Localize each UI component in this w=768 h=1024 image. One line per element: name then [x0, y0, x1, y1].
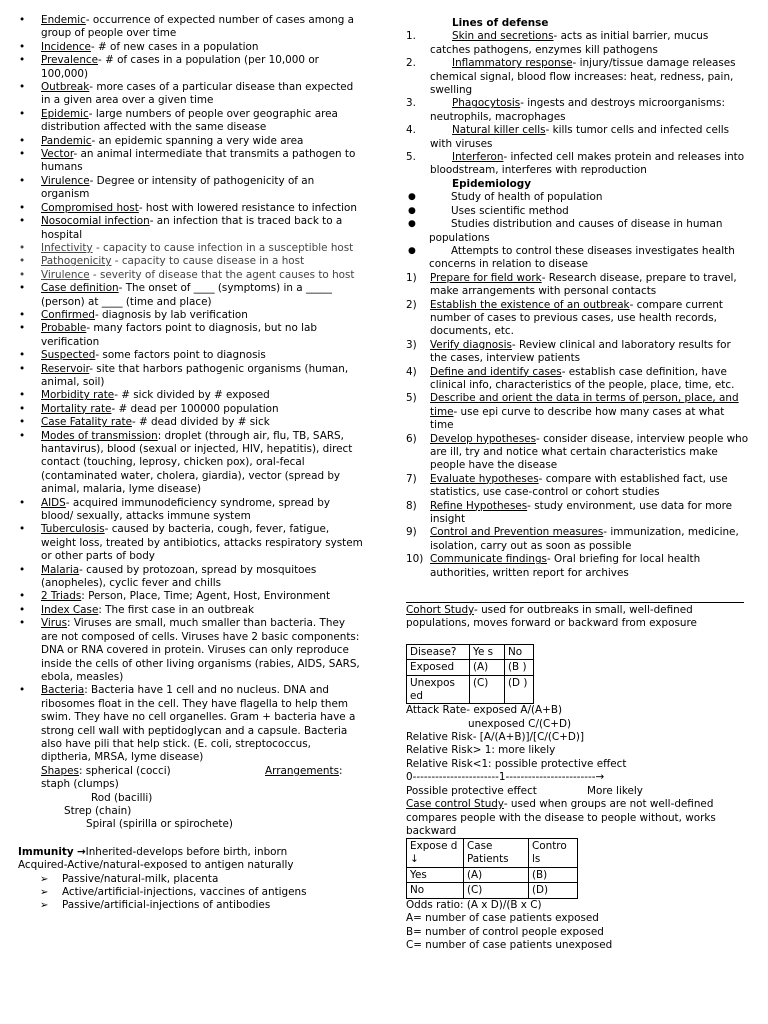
list-item: ● Uses scientific method	[406, 205, 750, 218]
spiral-line: Spiral (spirilla or spirochete)	[86, 818, 233, 831]
cohort-study-text: Cohort Study- used for outbreaks in small, well-defined populations, moves forward or backward from exposure	[406, 604, 697, 630]
list-item: 1) Prepare for field work- Research disease, prepare to travel, make arrangements with personal contacts	[406, 271, 737, 298]
relative-risk-definition: Relative Risk- [A/(A+B)]/[C/(C+D)]	[406, 731, 584, 744]
list-item: • Virus: Viruses are small, much smaller than bacteria. They are not composed of cells. Viruses have 2 basic components: DNA or RNA covered in protein. Viruses can only reproduce inside the cells of other living organisms (rabies, AIDS, SARS, ebola, measles)	[18, 617, 363, 684]
shapes-line: Shapes: spherical (cocci) Arrangements:	[41, 764, 343, 777]
list-item: • Reservoir- site that harbors pathogenic organisms (human, animal, soil)	[18, 363, 363, 390]
case-control-table	[406, 838, 578, 898]
list-item: ➢ Active/artificial-injections, vaccines of antigens	[18, 886, 363, 899]
table-row	[407, 883, 578, 899]
cohort-table	[406, 644, 534, 704]
unexposed-rate: unexposed C/(C+D)	[468, 717, 572, 730]
table-cell: Exposed	[407, 660, 470, 676]
list-item: • Infectivity - capacity to cause infection in a susceptible host	[18, 242, 363, 255]
list-item: • Compromised host- host with lowered resistance to infection	[18, 202, 363, 215]
list-item: 4) Define and identify cases- establish case definition, have clinical info, characteristics of the people, place, time, etc.	[406, 365, 735, 391]
acquired-line: Acquired-Active/natural-exposed to antigen naturally	[18, 859, 294, 872]
list-item: • Virulence - severity of disease that the agent causes to host	[18, 269, 363, 282]
list-item: • Outbreak- more cases of a particular disease than expected in a given area over a given time	[18, 81, 363, 108]
list-item: ● Study of health of population	[406, 191, 750, 204]
table-cell: Expose d ↓	[407, 839, 464, 867]
strep-line: Strep (chain)	[64, 804, 132, 817]
staph-line: staph (clumps)	[41, 778, 119, 791]
list-item: • Case Fatality rate- # dead divided by # sick	[18, 416, 363, 429]
list-item: • Modes of transmission: droplet (through air, flu, TB, SARS, hantavirus), blood (sexual or injected, HIV, hepatitis), direct contact (touching, leprosy, chicken pox), oral-fecal (contaminated water, cholera, giardia), vector (spread by animal, malaria, lyme disease)	[18, 430, 363, 497]
list-item: • Confirmed- diagnosis by lab verification	[18, 309, 363, 322]
list-item: 3) Verify diagnosis- Review clinical and laboratory results for the cases, interview patients	[406, 338, 731, 365]
table-cell: (A)	[464, 867, 529, 883]
lines-of-defense-list	[406, 30, 750, 177]
table-cell: (C)	[464, 883, 529, 899]
case-control-text: Case control Study- used when groups are not well-defined compares people with the disease to people without, works backward	[406, 798, 716, 837]
table-cell: (D)	[529, 883, 578, 899]
list-item: 10) Communicate findings- Oral briefing for local health authorities, written report for archives	[406, 553, 701, 579]
list-item: • Tuberculosis- caused by bacteria, cough, fever, fatigue, weight loss, treated by antibiotics, attacks respiratory system or other parts of body	[18, 523, 363, 563]
table-row	[407, 676, 534, 704]
table-cell: No	[505, 644, 534, 660]
table-cell: (B)	[529, 867, 578, 883]
table-cell: Unexpos ed	[407, 676, 470, 704]
list-item: 1. Skin and secretions- acts as initial barrier, mucus catches pathogens, enzymes kill pathogens	[406, 30, 709, 56]
list-item: • Malaria- caused by protozoan, spread by mosquitoes (anopheles), cyclic fever and chills	[18, 564, 363, 591]
list-item: • Probable- many factors point to diagnosis, but no lab verification	[18, 322, 363, 349]
table-cell: Yes	[407, 867, 464, 883]
table-cell: (A)	[470, 660, 505, 676]
table-cell: Ye s	[470, 644, 505, 660]
table-cell: (B )	[505, 660, 534, 676]
definition-c: C= number of case patients unexposed	[406, 938, 613, 951]
list-item: ● Studies distribution and causes of disease in human populations	[406, 218, 750, 245]
right-column	[406, 17, 750, 952]
risk-scale-labels: Possible protective effect More likely	[406, 784, 643, 797]
list-item: • Endemic- occurrence of expected number of cases among a group of people over time	[18, 14, 363, 41]
list-item: ➢ Passive/natural-milk, placenta	[18, 873, 363, 886]
list-item: 6) Develop hypotheses- consider disease, interview people who are ill, try and notice what certain characteristics make people have the disease	[406, 432, 749, 472]
outbreak-steps-list	[406, 272, 750, 580]
table-cell: Contro ls	[529, 839, 578, 867]
epidemiology-title: Epidemiology	[452, 177, 532, 190]
table-row	[407, 660, 534, 676]
list-item: • 2 Triads: Person, Place, Time; Agent, Host, Environment	[18, 590, 363, 603]
table-cell: (D )	[505, 676, 534, 704]
list-item: • Pandemic- an epidemic spanning a very wide area	[18, 135, 363, 148]
list-item: 2) Establish the existence of an outbreak- compare current number of cases to previous cases, use health records, documents, etc.	[406, 298, 724, 338]
list-item: • Prevalence- # of cases in a population (per 10,000 or 100,000)	[18, 54, 363, 81]
left-column	[18, 14, 363, 913]
list-item: • Bacteria: Bacteria have 1 cell and no nucleus. DNA and ribosomes float in the cell. They have flagella to help them swim. They have no cell organelles. Gram + bacteria have a strong cell wall with peptidoglycan and a capsule. Bacteria also have pili that help stick. (E. coli, streptococcus, diptheria, MRSA, lyme disease)	[18, 684, 363, 764]
divider	[406, 602, 744, 603]
list-item: 7) Evaluate hypotheses- compare with established fact, use statistics, use case-control or cohort studies	[406, 472, 728, 499]
table-row	[407, 867, 578, 883]
list-item: 5. Interferon- infected cell makes protein and releases into bloodstream, interferes with reproduction	[406, 151, 745, 177]
list-item: • Pathogenicity - capacity to cause disease in a host	[18, 255, 363, 268]
definitions-list	[18, 14, 363, 765]
definition-a: A= number of case patients exposed	[406, 912, 599, 925]
list-item: 2. Inflammatory response- injury/tissue damage releases chemical signal, blood flow increases: heat, redness, pain, swelling	[406, 57, 736, 97]
list-item: ● Attempts to control these diseases investigates health concerns in relation to disease	[406, 245, 750, 272]
list-item: • Nosocomial infection- an infection that is traced back to a hospital	[18, 215, 363, 242]
list-item: • Vector- an animal intermediate that transmits a pathogen to humans	[18, 148, 363, 175]
relative-risk-greater: Relative Risk> 1: more likely	[406, 744, 556, 757]
definition-b: B= number of control people exposed	[406, 925, 604, 938]
table-cell: Case Patients	[464, 839, 529, 867]
arrow-right-icon: →	[76, 845, 86, 858]
list-item: • Morbidity rate- # sick divided by # exposed	[18, 389, 363, 402]
list-item: • Incidence- # of new cases in a population	[18, 41, 363, 54]
list-item: 3. Phagocytosis- ingests and destroys microorganisms: neutrophils, macrophages	[406, 97, 725, 123]
list-item: • Epidemic- large numbers of people over geographic area distribution affected with the same disease	[18, 108, 363, 135]
lines-of-defense-title: Lines of defense	[452, 17, 549, 29]
risk-scale-line: 0-----------------------1------------------------→	[406, 771, 605, 784]
epidemiology-list	[406, 191, 750, 271]
list-item: 9) Control and Prevention measures- immunization, medicine, isolation, carry out as soon as possible	[406, 526, 739, 552]
list-item: • Mortality rate- # dead per 100000 population	[18, 403, 363, 416]
rod-line: Rod (bacilli)	[91, 791, 153, 804]
table-row	[407, 839, 578, 867]
immunity-line: Immunity →Inherited-develops before birth, inborn	[18, 845, 288, 858]
table-cell: No	[407, 883, 464, 899]
list-item: • Case definition- The onset of ____ (symptoms) in a _____ (person) at ____ (time and place)	[18, 282, 363, 309]
list-item: • Virulence- Degree or intensity of pathogenicity of an organism	[18, 175, 363, 202]
acquired-list	[18, 873, 363, 913]
list-item: 5) Describe and orient the data in terms of person, place, and time- use epi curve to describe how many cases at what time	[406, 392, 739, 432]
list-item: ➢ Passive/artificial-injections of antibodies	[18, 899, 363, 912]
list-item: 4. Natural killer cells- kills tumor cells and infected cells with viruses	[406, 124, 730, 150]
list-item: • AIDS- acquired immunodeficiency syndrome, spread by blood/ sexually, attacks immune system	[18, 497, 363, 524]
table-cell: (C)	[470, 676, 505, 704]
table-cell: Disease?	[407, 644, 470, 660]
attack-rate: Attack Rate- exposed A/(A+B)	[406, 704, 563, 717]
odds-ratio: Odds ratio: (A x D)/(B x C)	[406, 898, 542, 911]
list-item: 8) Refine Hypotheses- study environment, use data for more insight	[406, 499, 733, 526]
table-row	[407, 644, 534, 660]
relative-risk-less: Relative Risk<1: possible protective effect	[406, 757, 627, 770]
list-item: • Index Case: The first case in an outbreak	[18, 604, 363, 617]
list-item: • Suspected- some factors point to diagnosis	[18, 349, 363, 362]
